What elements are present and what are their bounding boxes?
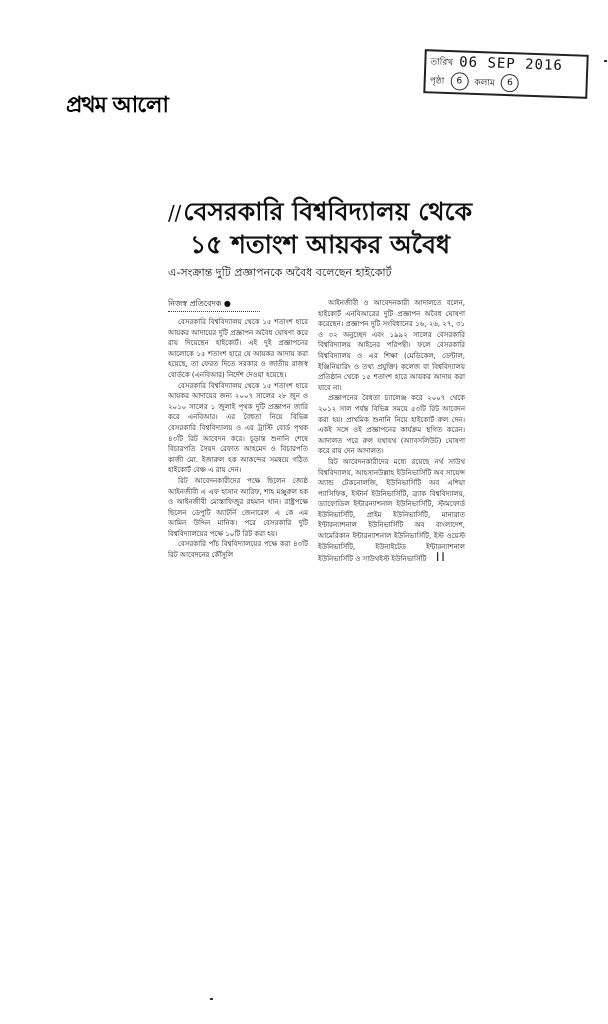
headline-line-1: বেসরকারি বিশ্ববিদ্যালয় থেকে — [183, 197, 473, 226]
stamp-column: 6 — [501, 74, 520, 93]
paragraph: আইনজীবী ও আবেদনকারী আদালতে বলেন, হাইকোর্ট এনবিআরের দুটি প্রজ্ঞাপন অবৈধ ঘোষণা করেছেন। প্রজ্ঞাপন দুটি সংবিধানের ১৬, ২৬, ২৭, ৩১ ও ৩২ অনুচ্ছেদ এবং ১৯৯২ সালের বেসরকারি বিশ্ববিদ্যালয় আইনের পরিপন্থী। ফলে বেসরকারি বিশ্ববিদ্যালয় ও এর শিক্ষা (মেডিকেল, ডেন্টাল, ইঞ্জিনিয়ারিং ও তথ্য প্রযুক্তি) কলেজ বা বিশ্ববিদ্যালয় প্রতিষ্ঠান থেকে ১৫ শতাংশ হারে আয়কর আদায় করা যাবে না। — [318, 299, 465, 392]
paragraph: বেসরকারি বিশ্ববিদ্যালয় থেকে ১৫ শতাংশ হারে আয়কর আদায়ের দুটি প্রজ্ঞাপন অবৈধ ঘোষণা করে রায় দিয়েছেন হাইকোর্ট। এই দুই প্রজ্ঞাপনের আলোকে ১৫ শতাংশ হারে যে আয়কর আদায় করা হয়েছে, তা ফেরত দিতে সরকার ও জাতীয় রাজস্ব বোর্ডকে (এনবিআর) নির্দেশ দেওয়া হয়েছে। — [168, 318, 308, 379]
article-column-2 — [318, 298, 465, 565]
paragraph-text: রিট আবেদনকারীদের মধ্যে রয়েছে নর্থ সাউথ বিশ্ববিদ্যালয়, আহসানউল্লাহ ইউনিভার্সিটি অব সায়েন্স অ্যান্ড টেকনোলজি, ইউনিভার্সিটি অব এশিয়া প্যাসিফিক, ইস্টার্ন ইউনিভার্সিটি, ব্র্যাক বিশ্ববিদ্যালয়, ড্যাফোডিল ইন্টারন্যাশনাল ইউনিভার্সিটি, স্টামফোর্ড ইউনিভার্সিটি, প্রাইম ইউনিভার্সিটি, মানারাত ইন্টারন্যাশনাল ইউনিভার্সিটি অব বাংলাদেশ, আমেরিকান ইন্টারন্যাশনাল ইউনিভার্সিটি, ইস্ট ওয়েস্ট ইউনিভার্সিটি, ইউনাইটেড ইন্টারন্যাশনাল ইউনিভার্সিটি ও সাউথইস্ট ইউনিভার্সিটি — [318, 457, 465, 564]
article-headline — [165, 196, 475, 261]
stamp-date-label: তারিখ — [430, 56, 454, 68]
paragraph: বেসরকারি পাঁচ বিশ্ববিদ্যালয়ের পক্ষে করা ৪৩টি রিট আবেদনের কৌঁসুলি — [168, 540, 308, 560]
stamp-column-label: কলাম — [474, 77, 496, 89]
article-subheadline: এ-সংক্রান্ত দুটি প্রজ্ঞাপনকে অবৈধ বলেছেন হাইকোর্ট — [168, 266, 392, 279]
article-column-1 — [168, 298, 308, 561]
headline-line-1-wrap — [165, 196, 475, 229]
end-mark: ।। — [434, 549, 446, 566]
paragraph: বেসরকারি বিশ্ববিদ্যালয় থেকে ১৫ শতাংশ হারে আয়কর আদায়ের জন্য ২০০৭ সালের ২৮ জুন ও ২০১০ সালের ১ জুলাই পৃথক দুটি প্রজ্ঞাপন জারি করে এনবিআর। এর বৈধতা নিয়ে বিভিন্ন বেসরকারি বিশ্ববিদ্যালয় ও এর ট্রাস্টি বোর্ড পৃথক ৪৩টি রিট আবেদন করে। চূড়ান্ত শুনানি শেষে বিচারপতি সৈয়দ রেফাত আহমেদ ও বিচারপতি কাজী মো. ইজারুল হক আকন্দের সমন্বয়ে গঠিত হাইকোর্ট বেঞ্চ এ রায় দেন। — [168, 381, 308, 475]
byline-divider — [168, 311, 260, 312]
newspaper-logo: প্রথম আলো — [66, 93, 168, 118]
scan-speck — [210, 998, 213, 1000]
headline-mark: // — [167, 201, 182, 225]
paragraph: রিট আবেদনকারীদের পক্ষে ছিলেন জ্যেষ্ঠ আইনজীবী এ এফ হাসান আরিফ, শাহ মঞ্জুরুল হক ও আইনজীবী মোস্তাফিজুর রহমান খান। রাষ্ট্রপক্ষে ছিলেন ডেপুটি অ্যাটর্নি জেনারেল এ কে এম আমিন উদ্দিন মানিক। পরে বেসরকারি দুটি বিশ্ববিদ্যালয়ের পক্ষে ১০টি রিট করা হয়। — [168, 476, 308, 538]
date-stamp — [423, 49, 588, 99]
paragraph — [318, 457, 465, 565]
headline-line-2: ১৫ শতাংশ আয়কর অবৈধ — [189, 230, 451, 259]
paragraph: প্রজ্ঞাপনের বৈধতা চ্যালেঞ্জ করে ২০০৭ থেকে ২০১২ সাল পর্যন্ত বিভিন্ন সময়ে ৫৩টি রিট আবেদন করা হয়। প্রাথমিক শুনানি নিয়ে হাইকোর্ট রুল দেন। একই সঙ্গে ওই প্রজ্ঞাপনের কার্যক্রম স্থগিত করেন। আদালত পরে রুল যথাযথ (অ্যাবসলিউট) ঘোষণা করে রায় দেন আদালত। — [318, 394, 465, 456]
scan-speck — [604, 60, 607, 62]
stamp-page: 6 — [450, 72, 469, 91]
article-byline: নিজস্ব প্রতিবেদক ● — [168, 299, 231, 308]
stamp-page-label: পৃষ্ঠা — [429, 75, 445, 87]
stamp-date: 06 SEP 2016 — [458, 54, 564, 74]
stamp-page-row — [429, 71, 582, 94]
